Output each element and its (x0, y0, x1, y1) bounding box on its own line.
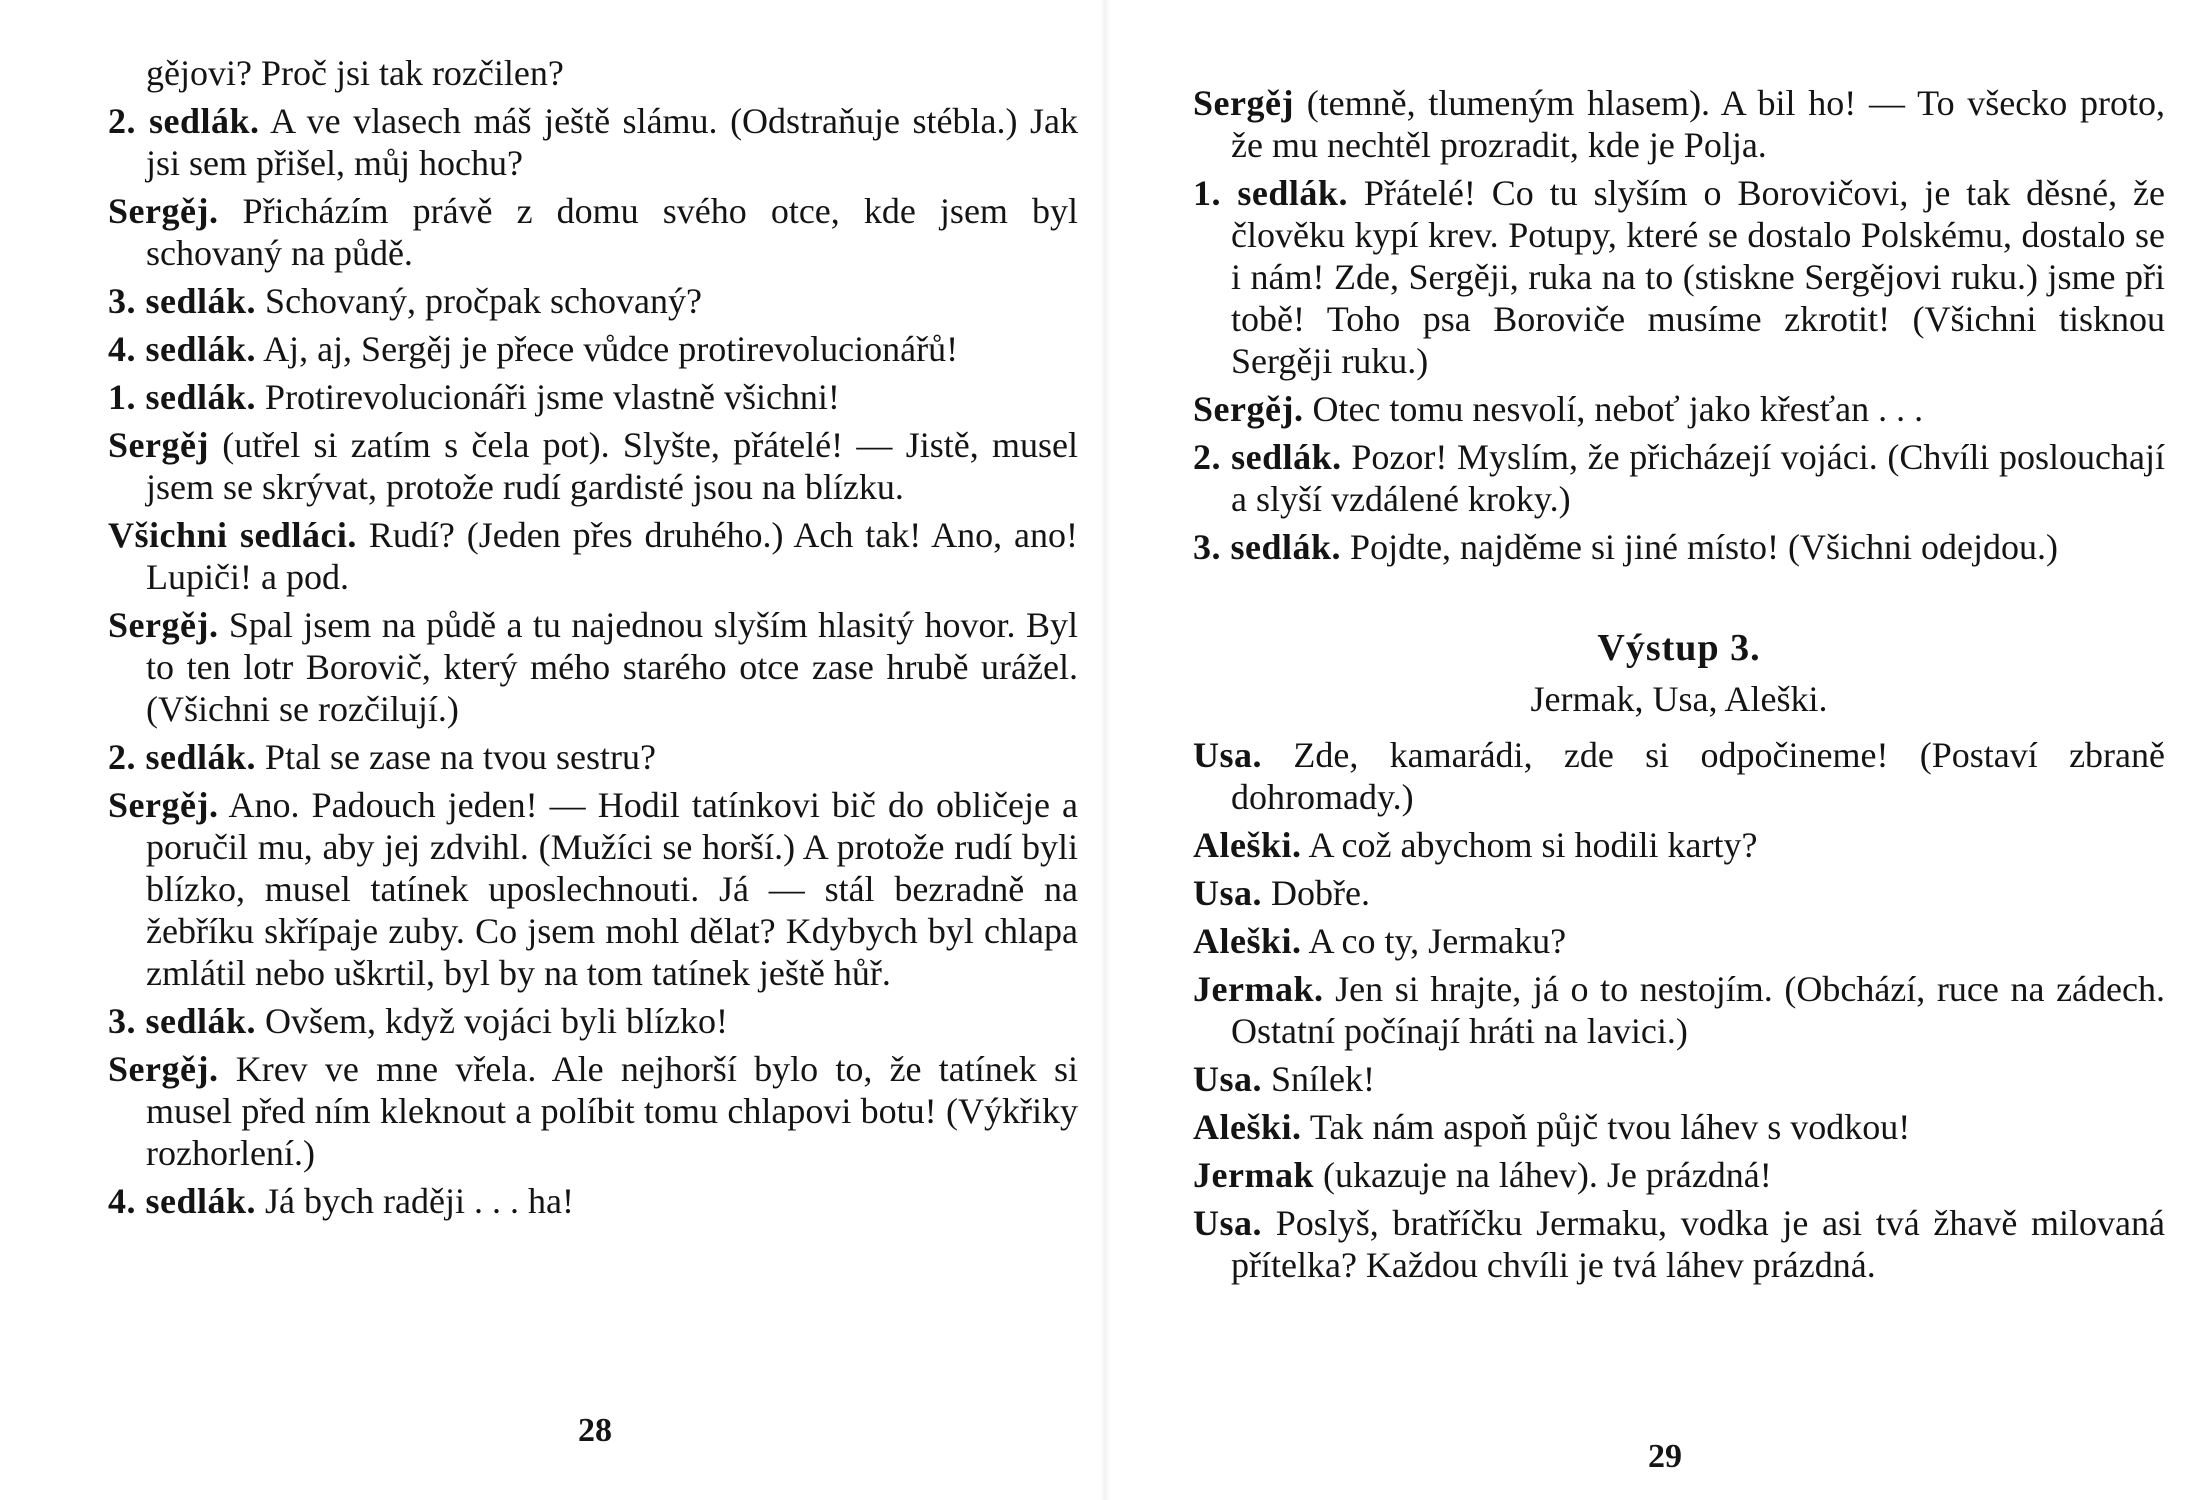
speech (1193, 526, 2165, 568)
speech (1193, 388, 2165, 430)
speech-text: Ovšem, když vojáci byli blízko! (265, 1001, 728, 1041)
speech-text: Poslyš, bratříčku Jermaku, vodka je asi tvá žhavě milovaná přítelka? Každou chvíli je tvá láhev prázdná. (1231, 1203, 2166, 1285)
speaker: Aleški. (1193, 825, 1302, 865)
scene-title: Výstup 3. (1597, 627, 1761, 669)
right-text-column (1193, 82, 2165, 1292)
speaker: Sergěj. (108, 785, 219, 825)
speech-text: Jen si hrajte, já o to nestojím. (Obchází, ruce na zádech. Ostatní počínají hráti na lavici.) (1231, 969, 2165, 1051)
speaker: Jermak. (1193, 969, 1324, 1009)
speech-text: (temně, tlumeným hlasem). A bil ho! — To všecko proto, že mu nechtěl prozradit, kde je Polja. (1231, 83, 2165, 165)
speech (108, 1180, 1078, 1222)
speech (1193, 872, 2165, 914)
speech-text: Ptal se zase na tvou sestru? (265, 737, 656, 777)
speech (1193, 920, 2165, 962)
speaker: Sergěj. (108, 605, 219, 645)
speaker: 4. sedlák. (108, 329, 257, 369)
speech-text: Spal jsem na půdě a tu najednou slyším hlasitý hovor. Byl to ten lotr Borovič, který mého starého otce zase hrubě urážel. (Všichni se rozčilují.) (146, 605, 1078, 729)
speech-text: Protirevolucionáři jsme vlastně všichni! (265, 377, 840, 417)
speaker: Usa. (1193, 735, 1263, 775)
speaker: 3. sedlák. (1193, 527, 1342, 567)
speech (1193, 436, 2165, 520)
speaker: Aleški. (1193, 1107, 1302, 1147)
speech (1193, 824, 2165, 866)
speech-text: Přátelé! Co tu slyším o Borovičovi, je tak děsné, že člověku kypí krev. Potupy, které se dostalo Polskému, dostalo se i nám! Zde, Sergěji, ruka na to (stiskne Sergějovi ruku.) jsme při tobě! Toho psa Boroviče musíme zkrotit! (Všichni tisknou Sergěji ruku.) (1231, 173, 2165, 381)
speech-text: Ano. Padouch jeden! — Hodil tatínkovi bič do obličeje a poručil mu, aby jej zdvihl. (Mužíci se horší.) A protože rudí byli blízko, musel tatínek uposlechnouti. Já — stál bezradně na žebříku skřípaje zuby. Co jsem mohl dělat? Kdybych byl chlapa zmlátil nebo uškrtil, byl by na tom tatínek ještě hůř. (146, 785, 1079, 993)
speech (108, 784, 1078, 994)
speech-text: A ve vlasech máš ještě slámu. (Odstraňuje stébla.) Jak jsi sem přišel, můj hochu? (146, 101, 1078, 183)
speech (1193, 1202, 2165, 1286)
speech (108, 604, 1078, 730)
speech-text: A co ty, Jermaku? (1308, 921, 1567, 961)
speaker: Usa. (1193, 1059, 1263, 1099)
speech (108, 736, 1078, 778)
speech-text: Schovaný, pročpak schovaný? (265, 281, 702, 321)
speech (108, 424, 1078, 508)
speech-text: Zde, kamarádi, zde si odpočineme! (Postaví zbraně dohromady.) (1231, 735, 2166, 817)
speech (108, 1048, 1078, 1174)
speech (108, 100, 1078, 184)
speech-text: Tak nám aspoň půjč tvou láhev s vodkou! (1309, 1107, 1911, 1147)
speech (1193, 172, 2165, 382)
speech-text: (ukazuje na láhev). Je prázdná! (1322, 1155, 1772, 1195)
speaker: 4. sedlák. (108, 1181, 257, 1221)
speech-text: Dobře. (1271, 873, 1370, 913)
speech (1193, 968, 2165, 1052)
speech (1193, 82, 2165, 166)
speech-text: Pojdte, najděme si jiné místo! (Všichni odejdou.) (1350, 527, 2058, 567)
speaker: 2. sedlák. (108, 101, 260, 141)
speech (1193, 1154, 2165, 1196)
speech-text: Krev ve mne vřela. Ale nejhorší bylo to, že tatínek si musel před ním kleknout a políbit tomu chlapovi botu! (Výkřiky rozhorlení.) (146, 1049, 1079, 1173)
speech (1193, 734, 2165, 818)
speech-text: A což abychom si hodili karty? (1308, 825, 1758, 865)
scene-cast: Jermak, Usa, Aleški. (1530, 679, 1828, 719)
speech (108, 328, 1078, 370)
speaker: 2. sedlák. (108, 737, 257, 777)
speaker: Sergěj. (108, 1049, 219, 1089)
speaker: 3. sedlák. (108, 1001, 257, 1041)
speech-text: Rudí? (Jeden přes druhého.) Ach tak! Ano, ano! Lupiči! a pod. (146, 515, 1078, 597)
speech (1193, 1058, 2165, 1100)
left-text-column (108, 52, 1078, 1228)
page-number: 28 (578, 1412, 612, 1449)
speaker: Sergěj (108, 425, 209, 465)
speaker: 3. sedlák. (108, 281, 257, 321)
speaker: Usa. (1193, 873, 1263, 913)
right-page (1105, 0, 2210, 1500)
speaker: Sergěj (1193, 83, 1294, 123)
speech (108, 376, 1078, 418)
speaker: Sergěj. (108, 191, 219, 231)
speech (108, 280, 1078, 322)
speech-text: Já bych raději . . . ha! (265, 1181, 574, 1221)
speaker: 1. sedlák. (108, 377, 257, 417)
continuation-line: gějovi? Proč jsi tak rozčilen? (146, 53, 564, 93)
speaker: Usa. (1193, 1203, 1263, 1243)
speech-text: Pozor! Myslím, že přicházejí vojáci. (Chvíli poslouchají a slyší vzdálené kroky.) (1231, 437, 2166, 519)
page-number: 29 (1648, 1438, 1682, 1475)
speaker: 1. sedlák. (1193, 173, 1348, 213)
speaker: Sergěj. (1193, 389, 1304, 429)
speaker: Jermak (1193, 1155, 1314, 1195)
speaker: Všichni sedláci. (108, 515, 357, 555)
speech-text: Snílek! (1271, 1059, 1376, 1099)
speaker: 2. sedlák. (1193, 437, 1342, 477)
speech-text: (utřel si zatím s čela pot). Slyšte, přátelé! — Jistě, musel jsem se skrývat, protože rudí gardisté jsou na blízku. (146, 425, 1078, 507)
speech (108, 190, 1078, 274)
speech-text: Otec tomu nesvolí, neboť jako křesťan . . . (1312, 389, 1924, 429)
speech-text: Přicházím právě z domu svého otce, kde jsem byl schovaný na půdě. (146, 191, 1079, 273)
speech (108, 514, 1078, 598)
speech (1193, 1106, 2165, 1148)
speech-text: Aj, aj, Sergěj je přece vůdce protirevolucionářů! (263, 329, 959, 369)
speech (108, 1000, 1078, 1042)
speaker: Aleški. (1193, 921, 1302, 961)
